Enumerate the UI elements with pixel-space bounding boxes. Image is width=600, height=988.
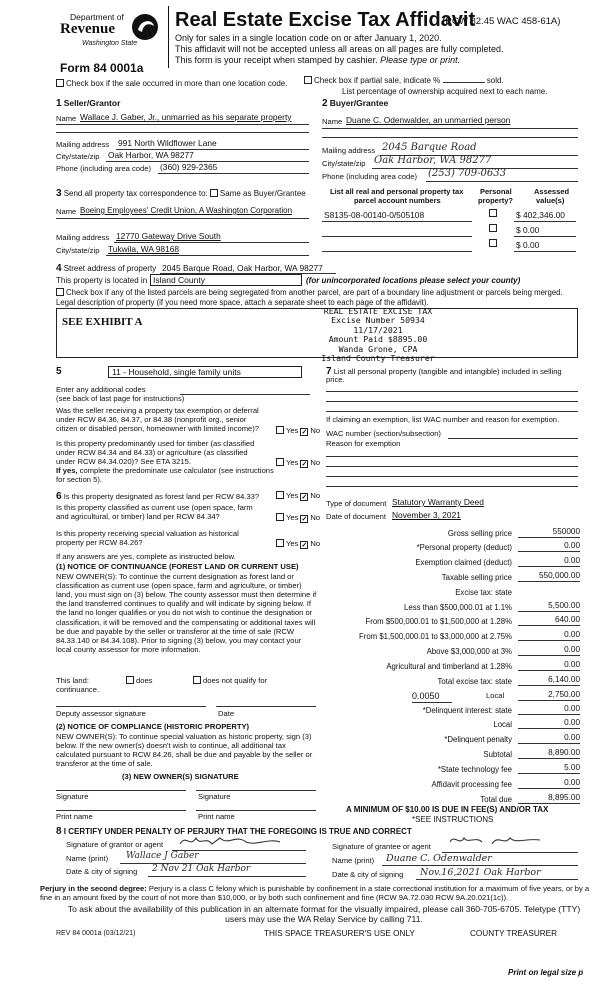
exemption-claim-label: If claiming an exemption, list WAC number and reason for exemption. bbox=[326, 415, 560, 424]
codes-instructions: (see back of last page for instructions) bbox=[56, 394, 185, 403]
notice-continuance-title: (1) NOTICE OF CONTINUANCE (FOREST LAND OR CURRENT USE) bbox=[56, 562, 299, 571]
seller-name-label: Name bbox=[56, 114, 77, 123]
buyer-phone-field[interactable]: (253) 709-0633 bbox=[428, 168, 506, 179]
tier-1-value[interactable]: 5,500.00 bbox=[518, 601, 580, 612]
reason-label: Reason for exemption bbox=[326, 439, 401, 448]
corr-city-field[interactable]: Tukwila, WA 98168 bbox=[108, 244, 180, 254]
delinq-interest-value[interactable]: 0.00 bbox=[518, 704, 580, 715]
taxable-price-label: Taxable selling price bbox=[441, 573, 512, 582]
forest-yes-no[interactable]: Yes ✓ No bbox=[276, 491, 320, 501]
land-use-select[interactable]: 11 - Household, single family units bbox=[108, 366, 302, 378]
new-owner-print-1: Print name bbox=[56, 812, 93, 821]
personal-deduct-value[interactable]: 0.00 bbox=[518, 541, 580, 552]
doc-date-label: Date of document bbox=[326, 512, 386, 521]
parcel-header-2: parcel account numbers bbox=[354, 196, 441, 205]
doc-type-field[interactable]: Statutory Warranty Deed bbox=[392, 497, 484, 507]
revision-label: REV 84 0001a (03/12/21) bbox=[56, 930, 136, 937]
correspondence-heading: 3 Send all property tax correspondence to: Same as Buyer/Grantee bbox=[56, 188, 306, 199]
tech-fee-value[interactable]: 5.00 bbox=[518, 763, 580, 774]
exemption-deduct-label: Exemption claimed (deduct) bbox=[415, 558, 512, 567]
grantee-sig-label: Signature of grantee or agent bbox=[332, 842, 431, 851]
historic-yes-no[interactable]: Yes ✓ No bbox=[276, 539, 320, 549]
tier-3-label: From $1,500,000.01 to $3,000,000 at 2.75% bbox=[358, 632, 512, 641]
total-state-value[interactable]: 6,140.00 bbox=[518, 675, 580, 686]
seller-city-field[interactable]: Oak Harbor, WA 98277 bbox=[108, 150, 194, 160]
new-owner-signature-2: Signature bbox=[198, 792, 231, 801]
agri-value[interactable]: 0.00 bbox=[518, 660, 580, 671]
delinq-penalty-label: *Delinquent penalty bbox=[444, 735, 512, 744]
grantor-signature[interactable] bbox=[176, 832, 286, 850]
partial-sale-checkbox[interactable]: Check box if partial sale, indicate % sold. bbox=[304, 76, 504, 85]
local-label: Local bbox=[486, 691, 505, 700]
delinq-local-value[interactable]: 0.00 bbox=[518, 718, 580, 729]
parcel-header-1: List all real and personal property tax bbox=[330, 187, 464, 196]
exemption-yes-no[interactable]: Yes ✓ No bbox=[276, 426, 320, 436]
notice-continuance-text: NEW OWNER(S): To continue the current designation as forest land or classification as current use (open space, farm and agriculture, or timber) land, you must sign on (3) below. The county assessor must then determine if the land transferred continues to qualify and will indicate by signing below. If the land no longer qualifies or you do not wish to continue the designation or classification, it will be removed and the compensating or additional taxes will be due and payable by the seller or transferor at the time of sale (RCW 84.33.140 or 84.34.108). Prior to signing (3) below, you may contact your local county assessor for more information. bbox=[56, 572, 317, 654]
legal-size-note: Print on legal size p bbox=[508, 968, 584, 977]
corr-name-label: Name bbox=[56, 207, 77, 216]
grantor-date-field[interactable]: 2 Nov 21 Oak Harbor bbox=[152, 864, 251, 874]
buyer-city-label: City/state/zip bbox=[322, 159, 366, 168]
doc-type-label: Type of document bbox=[326, 499, 387, 508]
personal-header-1: Personal bbox=[480, 187, 512, 196]
processing-fee-label: Affidavit processing fee bbox=[431, 780, 512, 789]
grantee-name-label: Name (print) bbox=[332, 856, 375, 865]
does-not-checkbox[interactable]: does not qualify for bbox=[193, 676, 267, 686]
delinq-local-label: Local bbox=[493, 720, 512, 729]
tier-2-value[interactable]: 640.00 bbox=[518, 615, 580, 626]
parcel-account-field-1[interactable]: S8135-08-00140-0/505108 bbox=[324, 210, 425, 220]
county-note: (for unincorporated locations please select your county) bbox=[306, 276, 521, 285]
wac-number-label: WAC number (section/subsection) bbox=[326, 429, 441, 438]
seller-phone-label: Phone (including area code) bbox=[56, 164, 151, 173]
certify-heading: 8 I CERTIFY UNDER PENALTY OF PERJURY THAT THE FOREGOING IS TRUE AND CORRECT bbox=[56, 826, 412, 837]
timber-yes-no[interactable]: Yes ✓ No bbox=[276, 458, 320, 468]
personal-checkbox-2[interactable] bbox=[489, 224, 499, 234]
segregated-checkbox[interactable]: Check box if any of the listed parcels are being segregated from another parcel, are part of a boundary line adjustment or parcels being merged. bbox=[56, 288, 563, 297]
if-any-yes: If any answers are yes, complete as instructed below. bbox=[56, 552, 236, 561]
this-land-label: This land: bbox=[56, 676, 89, 685]
dept-label: Department of bbox=[70, 12, 124, 22]
delinq-penalty-value[interactable]: 0.00 bbox=[518, 733, 580, 744]
form-title: Real Estate Excise Tax Affidavit bbox=[175, 9, 476, 31]
exemption-deduct-value[interactable]: 0.00 bbox=[518, 556, 580, 567]
perjury-notice: Perjury in the second degree: Perjury is a class C felony which is punishable by confinement in a state correctional institution for a maximum of five years, or by a fine in an amount fixed by the court of not more than $10,000, or by both such confinement and fine (RCW 9A.72.030 RCW 9A.20.021(1c)). bbox=[40, 884, 590, 903]
buyer-phone-label: Phone (including area code) bbox=[322, 172, 417, 181]
grantee-name-field[interactable]: Duane C. Odenwalder bbox=[386, 853, 492, 864]
logo-swirl-icon bbox=[130, 12, 160, 42]
buyer-heading: 2 Buyer/Grantee bbox=[322, 98, 389, 109]
buyer-name-label: Name bbox=[322, 117, 343, 126]
grantor-date-label: Date & city of signing bbox=[66, 867, 138, 876]
street-heading: 4 Street address of property bbox=[56, 263, 157, 274]
gross-price-value[interactable]: 550000 bbox=[518, 527, 580, 538]
new-owner-print-2: Print name bbox=[198, 812, 235, 821]
tier-2-label: From $500,000.01 to $1,500,000 at 1.28% bbox=[365, 617, 512, 626]
buyer-address-field[interactable]: 2045 Barque Road bbox=[382, 142, 477, 153]
seller-address-label: Mailing address bbox=[56, 140, 110, 149]
grantee-date-label: Date & city of signing bbox=[332, 870, 404, 879]
local-value[interactable]: 2,750.00 bbox=[518, 690, 580, 701]
continuance-label: continuance. bbox=[56, 685, 100, 694]
minimum-due-note: A MINIMUM OF $10.00 IS DUE IN FEE(S) AND/OR TAX bbox=[346, 805, 549, 814]
corr-address-label: Mailing address bbox=[56, 233, 110, 242]
delinq-interest-label: *Delinquent interest: state bbox=[422, 706, 512, 715]
seller-heading: 1 Seller/Grantor bbox=[56, 98, 121, 109]
assessed-value-1[interactable]: $ 402,346.00 bbox=[516, 210, 565, 220]
personal-property-label-2: price. bbox=[326, 375, 345, 384]
deputy-date-label: Date bbox=[218, 709, 235, 718]
seller-name-field[interactable]: Wallace J. Gaber, Jr., unmarried as his separate property bbox=[80, 112, 292, 122]
timber-question: Is this property predominantly used for timber (as classified under RCW 84.34 and 84.33) or agriculture (as classified under RCW 84.34.020)? See ETA 3215. If yes, complete the predominate use calculator (see instructions for section 5). bbox=[56, 439, 274, 484]
personal-property-label: 7 List all personal property (tangible and intangible) included in selling bbox=[326, 366, 562, 377]
processing-fee-value[interactable]: 0.00 bbox=[518, 778, 580, 789]
assessed-value-2[interactable]: $ 0.00 bbox=[516, 225, 540, 235]
assessed-header-2: value(s) bbox=[536, 196, 565, 205]
grantor-name-label: Name (print) bbox=[66, 854, 109, 863]
revenue-logo bbox=[56, 10, 160, 62]
buyer-name-field[interactable]: Duane C. Odenwalder, an unmarried person bbox=[346, 115, 511, 125]
subtotal-label: Subtotal bbox=[483, 750, 512, 759]
corr-city-label: City/state/zip bbox=[56, 246, 100, 255]
treasurer-use-label: THIS SPACE TREASURER'S USE ONLY bbox=[264, 929, 415, 938]
grantor-name-field[interactable]: Wallace J Gaber bbox=[126, 851, 199, 861]
does-checkbox[interactable]: does bbox=[126, 676, 152, 686]
taxable-price-value[interactable]: 550,000.00 bbox=[518, 571, 580, 582]
county-treasurer-label: COUNTY TREASURER bbox=[470, 929, 558, 938]
personal-header-2: property? bbox=[478, 196, 514, 205]
seller-phone-field[interactable]: (360) 929-2365 bbox=[160, 162, 218, 172]
gross-price-label: Gross selling price bbox=[447, 529, 512, 538]
agri-label: Agricultural and timberland at 1.28% bbox=[386, 662, 512, 671]
assessed-header-1: Assessed bbox=[534, 187, 570, 196]
tier-1-label: Less than $500,000.01 at 1.1% bbox=[404, 603, 512, 612]
current-use-yes-no[interactable]: Yes ✓ No bbox=[276, 513, 320, 523]
section-5-number: 5 bbox=[56, 366, 62, 377]
assessed-value-3[interactable]: $ 0.00 bbox=[516, 240, 540, 250]
excise-state-label: Excise tax: state bbox=[455, 588, 512, 597]
same-as-buyer-checkbox[interactable] bbox=[210, 189, 218, 197]
revenue-wordmark: Revenue bbox=[60, 21, 115, 37]
grantee-date-field[interactable]: Nov.16,2021 Oak Harbor bbox=[420, 867, 541, 878]
grantor-sig-label: Signature of grantor or agent bbox=[66, 840, 164, 849]
tech-fee-label: *State technology fee bbox=[437, 765, 512, 774]
located-label: This property is located in bbox=[56, 276, 148, 285]
new-owner-signature-1: Signature bbox=[56, 792, 89, 801]
subtitle-3: This form is your receipt when stamped by cashier. Please type or print. bbox=[175, 55, 461, 65]
exemption-question: Was the seller receiving a property tax exemption or deferral under RCW 84.36, 84.37, or 84.38 (nonprofit org., senior citizen or disabled person, homeowner with limited income)? bbox=[56, 406, 260, 433]
current-use-question: Is this property classified as current use (open space, farm and agricultural, or timber) land per RCW 84.34? bbox=[56, 503, 253, 521]
subtitle-2: This affidavit will not be accepted unless all areas on all pages are fully completed. bbox=[175, 44, 504, 54]
tier-3-value[interactable]: 0.00 bbox=[518, 630, 580, 641]
see-instructions: *SEE INSTRUCTIONS bbox=[412, 815, 494, 824]
seller-city-label: City/state/zip bbox=[56, 152, 100, 161]
alternate-format-notice: To ask about the availability of this publication in an alternate format for the visually impaired, please call 360-705-6705. Teletype (TTY) users may use the WA Relay Service by calling 711. bbox=[67, 904, 581, 924]
legal-description-label: Legal description of property (if you need more space, attach a separate sheet to each page of the affidavit). bbox=[56, 298, 429, 307]
multi-location-checkbox[interactable]: Check box if the sale occurred in more than one location code. bbox=[56, 79, 287, 88]
additional-codes-label: Enter any additional codes bbox=[56, 385, 146, 394]
total-due-label: Total due bbox=[480, 795, 512, 804]
seller-address-field[interactable]: 991 North Wildflower Lane bbox=[118, 138, 217, 148]
historic-question: Is this property receiving special valuation as historical property per RCW 84.26? bbox=[56, 529, 239, 547]
local-rate: 0.0050 bbox=[412, 691, 452, 703]
form-number: Form 84 0001a bbox=[60, 61, 144, 75]
county-select[interactable]: Island County bbox=[150, 274, 302, 286]
forest-question: 6 Is this property designated as forest land per RCW 84.33? bbox=[56, 491, 260, 502]
property-street-field[interactable]: 2045 Barque Road, Oak Harbor, WA 98277 bbox=[162, 263, 323, 273]
notice-compliance-text: NEW OWNER(S): To continue special valuation as historic property, sign (3) below. If the new owner(s) doesn't wish to continue, all additional tax calculated pursuant to RCW 84.26, shall be due and payable by the seller or transferor at the time of sale. bbox=[56, 732, 313, 769]
percentage-note: List percentage of ownership acquired next to each name. bbox=[342, 87, 548, 96]
new-owner-signature-title: (3) NEW OWNER(S) SIGNATURE bbox=[122, 772, 239, 781]
total-due-value[interactable]: 8,895.00 bbox=[518, 793, 580, 804]
personal-checkbox-3[interactable] bbox=[489, 239, 499, 249]
buyer-address-label: Mailing address bbox=[322, 146, 376, 155]
subtitle-1: Only for sales in a single location code on or after January 1, 2020. bbox=[175, 33, 442, 43]
deputy-signature-label: Deputy assessor signature bbox=[56, 709, 146, 718]
grantee-signature[interactable] bbox=[446, 832, 546, 850]
total-state-label: Total excise tax: state bbox=[437, 677, 512, 686]
buyer-city-field[interactable]: Oak Harbor, WA 98277 bbox=[374, 155, 492, 166]
tier-4-value[interactable]: 0.00 bbox=[518, 645, 580, 656]
form-rcw: (RCW 82.45 WAC 458-61A) bbox=[442, 16, 561, 27]
personal-checkbox-1[interactable] bbox=[489, 209, 499, 219]
corr-address-field[interactable]: 12770 Gateway Drive South bbox=[116, 231, 221, 241]
tier-4-label: Above $3,000,000 at 3% bbox=[426, 647, 512, 656]
state-label: Washington State bbox=[82, 40, 138, 47]
doc-date-field[interactable]: November 3, 2021 bbox=[392, 510, 461, 520]
treasurer-stamp: REAL ESTATE EXCISE TAX Excise Number 50934 11/17/2021 Amount Paid $8895.00 Wanda Grone, CPA Island County Treasurer bbox=[321, 306, 435, 364]
corr-name-field[interactable]: Boeing Employees' Credit Union, A Washington Corporation bbox=[80, 206, 293, 215]
notice-compliance-title: (2) NOTICE OF COMPLIANCE (HISTORIC PROPERTY) bbox=[56, 722, 250, 731]
exhibit-text: SEE EXHIBIT A bbox=[62, 316, 143, 328]
subtotal-value[interactable]: 8,890.00 bbox=[518, 748, 580, 759]
personal-deduct-label: *Personal property (deduct) bbox=[416, 543, 512, 552]
